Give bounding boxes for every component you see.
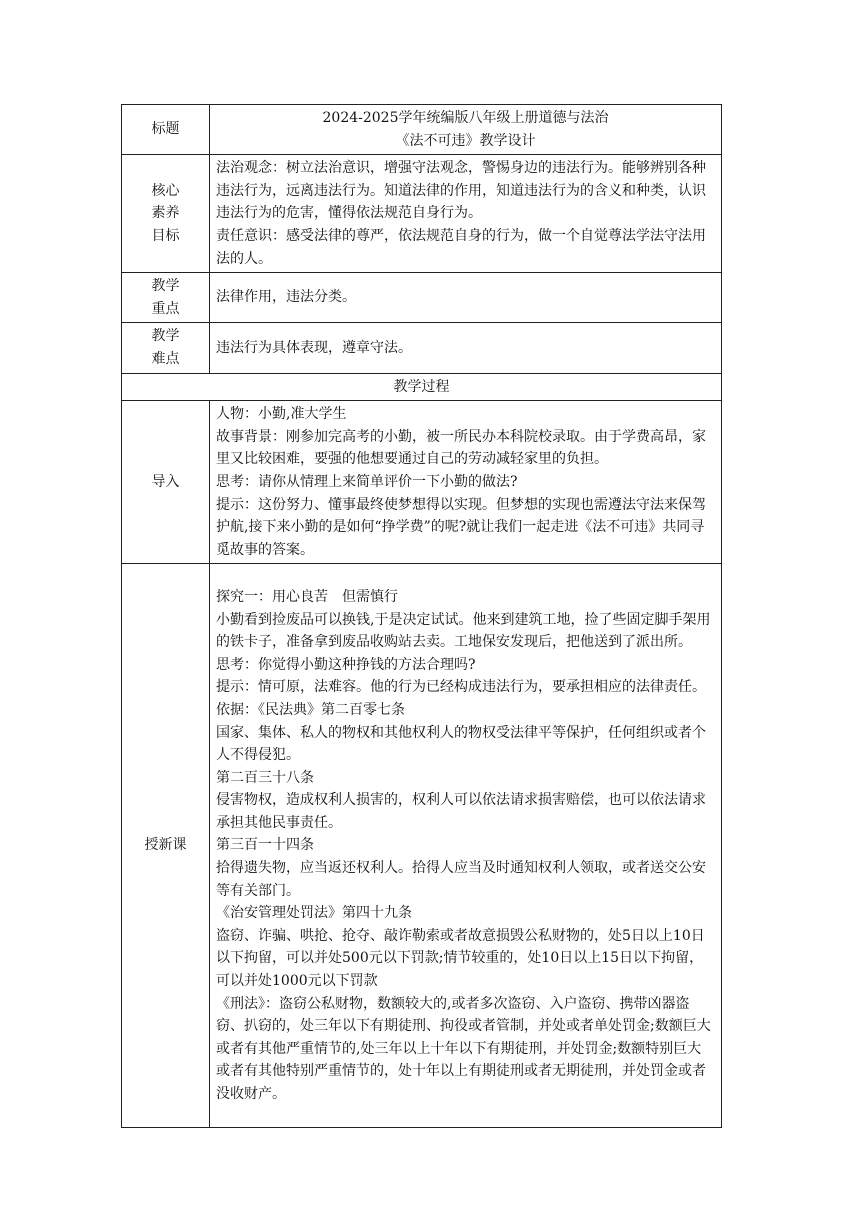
new-lesson-content bbox=[210, 564, 722, 1128]
core-label-line: 目标 bbox=[151, 227, 180, 244]
difficult-label-line: 教学 bbox=[151, 328, 180, 345]
title-row bbox=[122, 105, 722, 155]
core-competency-content bbox=[210, 155, 722, 273]
difficult-label-line: 难点 bbox=[151, 350, 180, 367]
document-title bbox=[210, 105, 722, 155]
lesson-paragraph: 国家、集体、私人的物权和其他权利人的物权受法律平等保护，任何组织或者个人不得侵犯。 bbox=[216, 724, 706, 764]
key-points-label bbox=[122, 273, 210, 323]
lesson-paragraph: 思考：你觉得小勤这种挣钱的方法合理吗? bbox=[216, 656, 476, 673]
core-competency-label bbox=[122, 155, 210, 273]
lesson-paragraph: 《治安管理处罚法》第四十九条 bbox=[216, 905, 412, 922]
process-header-row bbox=[122, 373, 722, 401]
lesson-paragraph: 拾得遗失物，应当返还权利人。拾得人应当及时通知权利人领取，或者送交公安等有关部门。 bbox=[216, 860, 706, 899]
title-line-2: 《法不可违》教学设计 bbox=[395, 132, 536, 149]
teaching-process-heading: 教学过程 bbox=[122, 373, 722, 401]
intro-row bbox=[122, 401, 722, 564]
key-points-content: 法律作用，违法分类。 bbox=[210, 273, 722, 323]
core-label-line: 核心 bbox=[151, 182, 180, 199]
title-label: 标题 bbox=[122, 105, 210, 155]
new-lesson-label: 授新课 bbox=[122, 564, 210, 1128]
difficult-points-content: 违法行为具体表现，遵章守法。 bbox=[210, 323, 722, 373]
new-lesson-row bbox=[122, 564, 722, 1128]
intro-content bbox=[210, 401, 722, 564]
inquiry-heading-part: 但需慎行 bbox=[342, 588, 398, 605]
key-label-line: 教学 bbox=[151, 278, 180, 295]
core-paragraph: 法治观念：树立法治意识，增强守法观念，警惕身边的违法行为。能够辨别各种违法行为，远离违法行为。知道法律的作用，知道违法行为的含义和种类，认识违法行为的危害，懂得依法规范自身行为。 bbox=[216, 160, 706, 222]
intro-paragraph: 思考：请你从情理上来简单评价一下小勤的做法? bbox=[216, 473, 518, 490]
lesson-paragraph: 提示：情可原，法难容。他的行为已经构成违法行为，要承担相应的法律责任。 bbox=[216, 679, 706, 696]
lesson-paragraph: 依据：《民法典》第二百零七条 bbox=[216, 701, 405, 718]
lesson-paragraph: 第二百三十八条 bbox=[216, 769, 314, 786]
core-paragraph: 责任意识：感受法律的尊严，依法规范自身的行为，做一个自觉尊法学法守法用法的人。 bbox=[216, 227, 706, 267]
inquiry-heading bbox=[216, 586, 715, 609]
lesson-paragraph: 第三百一十四条 bbox=[216, 837, 314, 854]
lesson-paragraph: 小勤看到捡废品可以换钱,于是决定试试。他来到建筑工地，捡了些固定脚手架用的铁卡子，准备拿到废品收购站去卖。工地保安发现后，把他送到了派出所。 bbox=[216, 611, 711, 651]
key-label-line: 重点 bbox=[151, 300, 180, 317]
core-label-line: 素养 bbox=[151, 205, 180, 222]
intro-label: 导入 bbox=[122, 401, 210, 564]
inquiry-heading-part: 探究一：用心良苦 bbox=[216, 588, 328, 605]
intro-paragraph: 故事背景：刚参加完高考的小勤，被一所民办本科院校录取。由于学费高昂，家里又比较困难，要强的他想要通过自己的劳动减轻家里的负担。 bbox=[216, 428, 706, 468]
difficult-points-label bbox=[122, 323, 210, 373]
intro-paragraph: 提示：这份努力、懂事最终使梦想得以实现。但梦想的实现也需遵法守法来保驾护航,接下来小勤的是如何“挣学费”的呢?就让我们一起走进《法不可违》共同寻觅故事的答案。 bbox=[216, 496, 706, 558]
difficult-points-row bbox=[122, 323, 722, 373]
intro-paragraph: 人物：小勤,准大学生 bbox=[216, 406, 347, 423]
core-competency-row bbox=[122, 155, 722, 273]
lesson-plan-table bbox=[121, 104, 722, 1128]
lesson-paragraph: 《刑法》：盗窃公私财物，数额较大的,或者多次盗窃、入户盗窃、携带凶器盗窃、扒窃的，处三年以下有期徒刑、拘役或者管制，并处或者单处罚金;数额巨大或者有其他严重情节的,处三年以上十年以下有期徒刑，并处罚金;数额特别巨大或者有其他特别严重情节的，处十年以上有期徒刑或者无期徒刑，并处罚金或者没收财产。 bbox=[216, 995, 711, 1103]
title-line-1: 2024-2025学年统编版八年级上册道德与法治 bbox=[322, 110, 609, 126]
lesson-paragraph: 盗窃、诈骗、哄抢、抢夺、敲诈勒索或者故意损毁公私财物的，处5日以上10日以下拘留，可以并处500元以下罚款;情节较重的，处10日以上15日以下拘留，可以并处1000元以下罚款 bbox=[216, 927, 705, 990]
key-points-row bbox=[122, 273, 722, 323]
lesson-paragraph: 侵害物权，造成权利人损害的，权利人可以依法请求损害赔偿，也可以依法请求承担其他民事责任。 bbox=[216, 792, 706, 831]
